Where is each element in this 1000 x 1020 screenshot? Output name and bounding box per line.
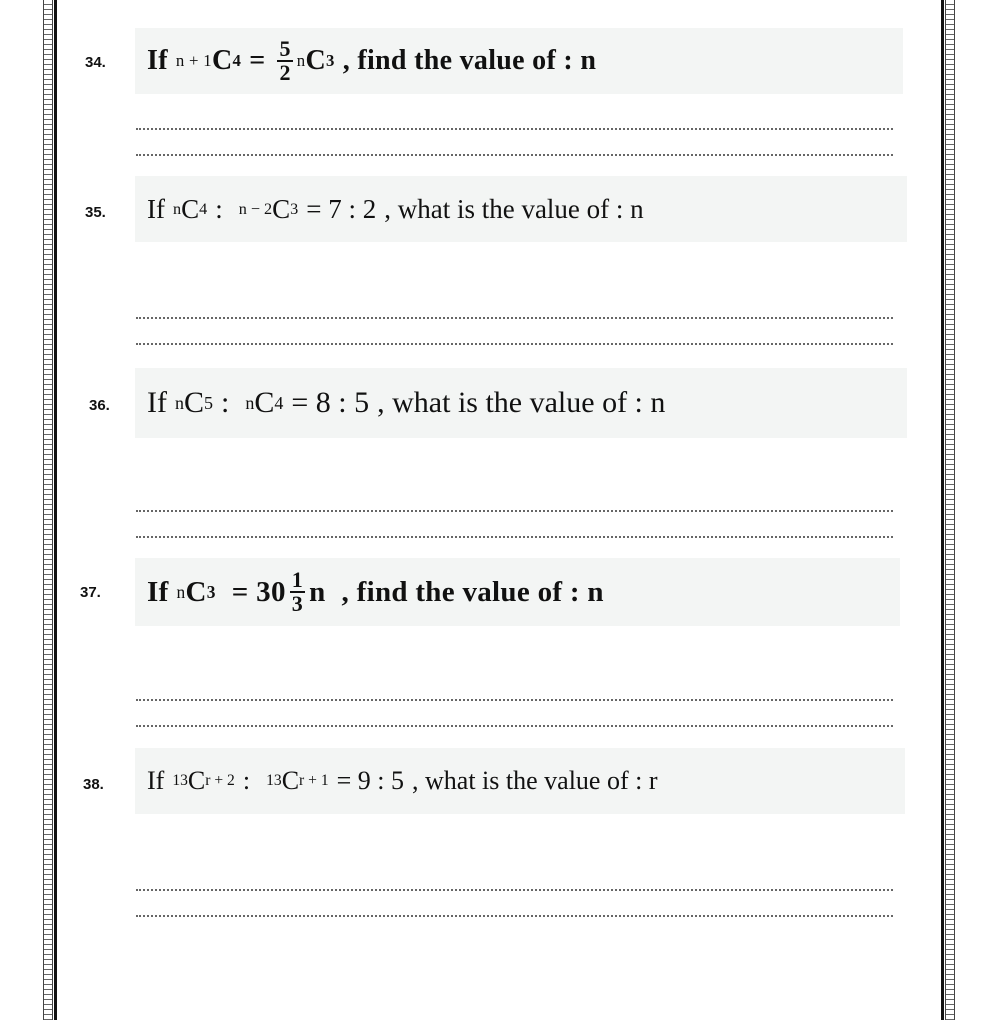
answer-line[interactable] bbox=[136, 889, 893, 891]
fraction: $\frac{5}{2}$ bbox=[279, 36, 291, 85]
question-number-35: 35. bbox=[85, 204, 106, 221]
left-border-line bbox=[54, 0, 57, 1020]
question-37-expression: If n C 3 = 30 $\frac{1}{3}$ n , find the value of : n bbox=[147, 567, 604, 616]
answer-line[interactable] bbox=[136, 317, 893, 319]
question-35-expression: If n C 4 : n − 2 C 3 = 7 : 2 , what is the value of : n bbox=[147, 193, 644, 224]
question-36-expression: If n C 5 : n C 4 = 8 : 5 , what is the value of : n bbox=[147, 386, 666, 419]
left-border-strip bbox=[43, 0, 53, 1020]
right-border-strip bbox=[945, 0, 955, 1020]
question-37 bbox=[135, 558, 900, 626]
right-border-line bbox=[941, 0, 944, 1020]
question-number-37: 37. bbox=[80, 584, 101, 601]
fraction: $\frac{1}{3}$ bbox=[291, 567, 304, 616]
answer-line[interactable] bbox=[136, 699, 893, 701]
question-36 bbox=[135, 368, 907, 438]
answer-line[interactable] bbox=[136, 536, 893, 538]
question-number-36: 36. bbox=[89, 397, 110, 414]
question-38 bbox=[135, 748, 905, 814]
question-number-34: 34. bbox=[85, 54, 106, 71]
question-34-expression: If n + 1 C 4 = $\frac{5}{2}$ n C 3 , find the value of : n bbox=[147, 36, 597, 85]
answer-line[interactable] bbox=[136, 915, 893, 917]
answer-line[interactable] bbox=[136, 154, 893, 156]
answer-line[interactable] bbox=[136, 725, 893, 727]
question-34 bbox=[135, 28, 903, 94]
answer-line[interactable] bbox=[136, 510, 893, 512]
question-38-expression: If 13 C r + 2 : 13 C r + 1 = 9 : 5 , what is the value of : r bbox=[147, 766, 658, 795]
question-35 bbox=[135, 176, 907, 242]
question-number-38: 38. bbox=[83, 776, 104, 793]
answer-line[interactable] bbox=[136, 343, 893, 345]
answer-line[interactable] bbox=[136, 128, 893, 130]
